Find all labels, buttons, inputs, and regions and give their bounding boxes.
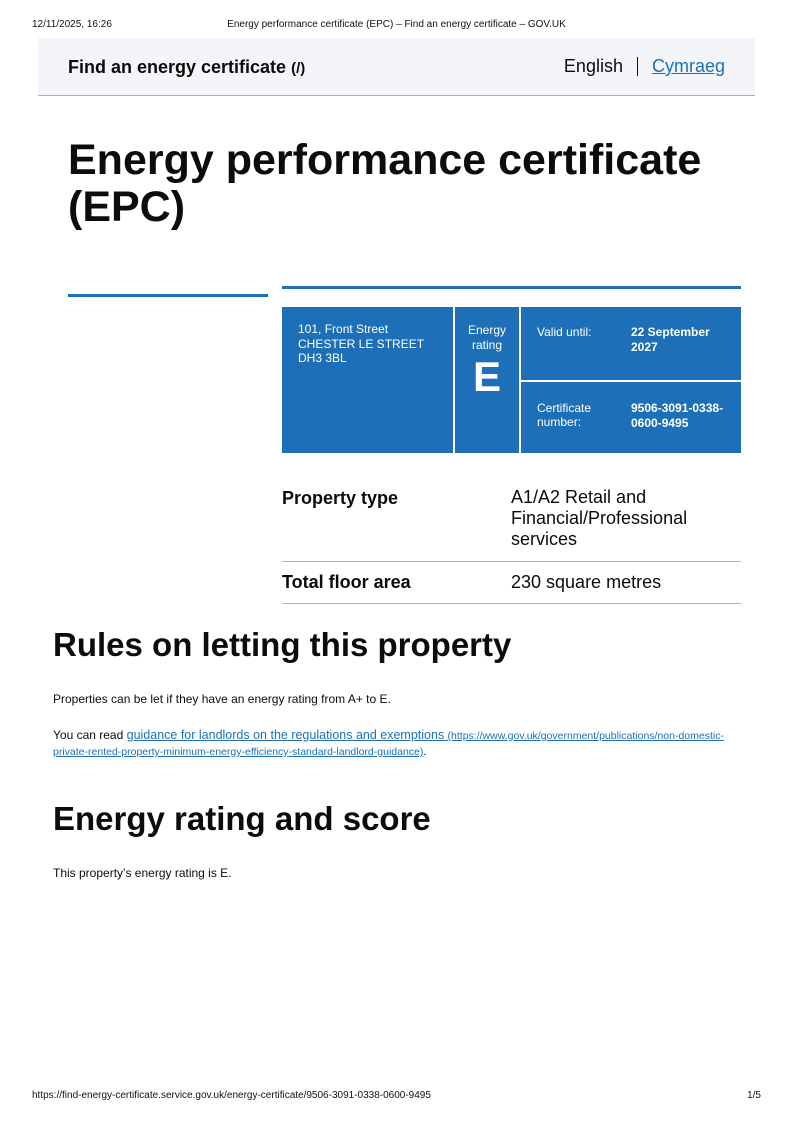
certificate-number-label: Certificate number:	[537, 401, 592, 429]
energy-rating-label-2: rating	[471, 338, 503, 352]
address-line: 101, Front Street	[298, 322, 389, 336]
certificate-number-cell	[521, 382, 741, 453]
valid-until-cell	[521, 307, 741, 380]
language-switcher	[564, 56, 725, 77]
property-summary-list	[282, 481, 741, 604]
property-address	[282, 307, 453, 453]
rules-paragraph: Properties can be let if they have an energy rating from A+ to E.	[53, 692, 391, 706]
address-line: DH3 3BL	[298, 351, 347, 365]
print-page-title: Energy performance certificate (EPC) – Find an energy certificate – GOV.UK	[227, 19, 566, 30]
floor-area-label: Total floor area	[282, 572, 411, 592]
language-cymraeg-link[interactable]: Cymraeg	[651, 56, 725, 76]
certificate-number: 9506-3091-0338-0600-9495	[631, 401, 724, 430]
valid-until-date: 22 September 2027	[631, 325, 710, 354]
rules-heading: Rules on letting this property	[53, 626, 512, 663]
service-header	[38, 38, 755, 96]
property-type-label: Property type	[282, 488, 399, 508]
floor-area-value: 230 square metres	[511, 572, 662, 592]
guidance-paragraph	[53, 728, 743, 760]
valid-until-label: Valid until:	[537, 325, 592, 339]
section-rule-right	[282, 286, 741, 289]
section-rule-left	[68, 294, 268, 297]
print-footer	[32, 1090, 761, 1104]
guidance-link-url: (https://www.gov.uk/government/publications/non-domestic-private-rented-property-minimum-energy-efficiency-standard-landlord-guidance)	[53, 730, 724, 758]
service-home-url: (/)	[291, 60, 306, 77]
print-date: 12/11/2025, 16:26	[32, 19, 112, 30]
summary-row-floor-area	[282, 562, 741, 604]
service-name: Find an energy certificate	[68, 57, 287, 77]
language-english: English	[563, 56, 623, 76]
guidance-link-text: guidance for landlords on the regulations and exemptions	[126, 728, 445, 742]
epc-summary-box	[282, 307, 741, 453]
energy-rating-heading: Energy rating and score	[53, 800, 431, 837]
service-name-link[interactable]	[68, 57, 305, 78]
energy-rating-label-1: Energy	[467, 323, 507, 337]
address-line: CHESTER LE STREET	[298, 336, 425, 351]
guidance-suffix: .	[423, 744, 427, 758]
energy-rating-band: E	[472, 353, 501, 400]
page-title: Energy performance certificate (EPC)	[68, 136, 702, 231]
language-divider	[637, 57, 638, 76]
guidance-prefix: You can read	[53, 728, 127, 742]
summary-row-property-type	[282, 481, 741, 562]
property-type-value: A1/A2 Retail and Financial/Professional services	[511, 487, 688, 549]
energy-rating-cell	[455, 307, 519, 453]
print-page-number: 1/5	[747, 1090, 761, 1101]
print-url: https://find-energy-certificate.service.gov.uk/energy-certificate/9506-3091-0338-0600-9495	[32, 1090, 431, 1101]
energy-rating-paragraph: This property’s energy rating is E.	[53, 866, 232, 880]
guidance-link[interactable]	[53, 728, 724, 758]
print-header	[32, 19, 761, 33]
